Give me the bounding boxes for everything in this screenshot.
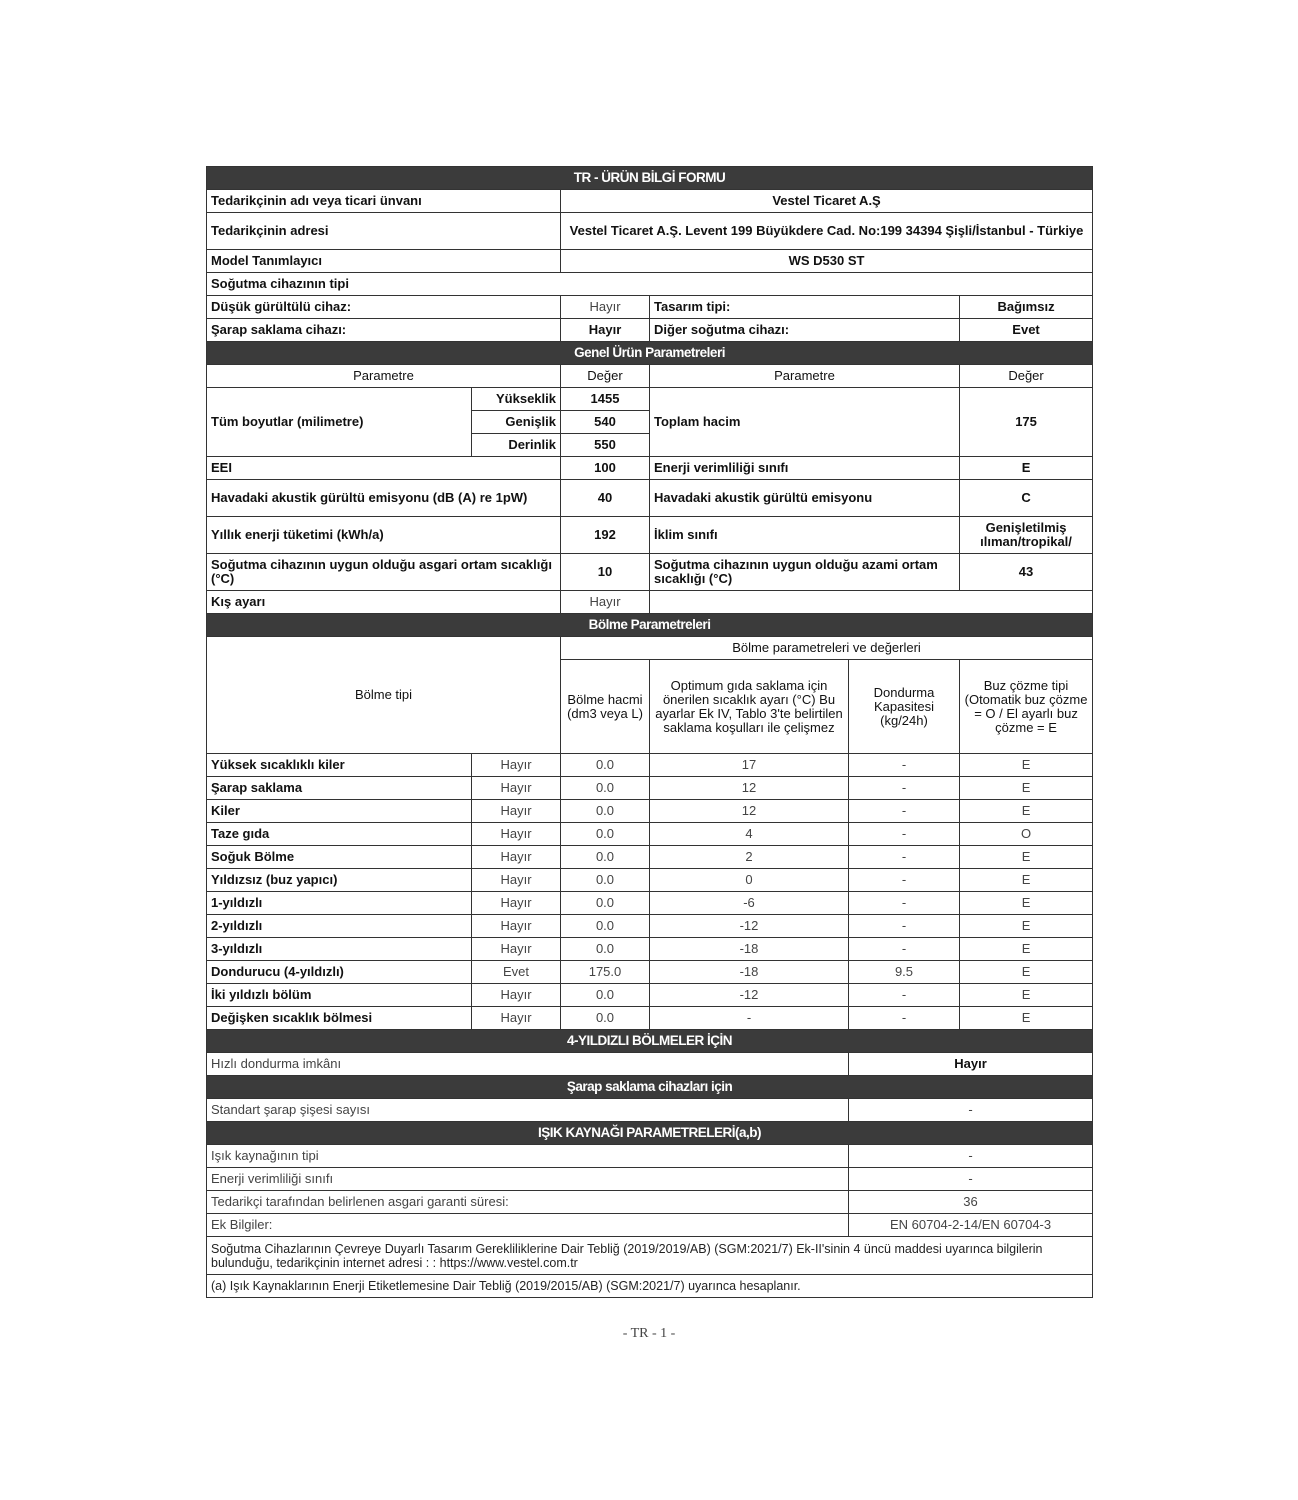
compartment-row (207, 846, 1093, 869)
warranty-row (207, 1191, 1093, 1214)
compartment-freeze-capacity: - (849, 754, 960, 777)
freeze-capacity-header: Dondurma Kapasitesi (kg/24h) (849, 660, 960, 754)
compartment-row (207, 984, 1093, 1007)
energy-class-label: Enerji verimliliği sınıfı (650, 457, 960, 480)
other-device-label: Diğer soğutma cihazı: (650, 319, 960, 342)
wine-device-value: Hayır (561, 319, 650, 342)
compartment-name: 3-yıldızlı (207, 938, 472, 961)
compartment-name: Şarap saklama (207, 777, 472, 800)
noise-label: Havadaki akustik gürültü emisyonu (dB (A) re 1pW) (207, 480, 561, 517)
min-temp-value: 10 (561, 554, 650, 591)
compartment-defrost-type: E (960, 869, 1093, 892)
compartment-defrost-type: E (960, 892, 1093, 915)
compartment-volume: 0.0 (561, 777, 650, 800)
compartment-name: 1-yıldızlı (207, 892, 472, 915)
noise-class-label: Havadaki akustik gürültü emisyonu (650, 480, 960, 517)
noise-row (207, 480, 1093, 517)
compartment-name: Dondurucu (4-yıldızlı) (207, 961, 472, 984)
compartment-volume: 0.0 (561, 1007, 650, 1030)
compartment-volume: 0.0 (561, 823, 650, 846)
compartment-present: Hayır (472, 754, 561, 777)
compartment-defrost-type: E (960, 777, 1093, 800)
compartment-freeze-capacity: - (849, 892, 960, 915)
extra-info-value: EN 60704-2-14/EN 60704-3 (849, 1214, 1093, 1237)
compartment-row (207, 938, 1093, 961)
compartment-present: Hayır (472, 869, 561, 892)
light-type-row (207, 1145, 1093, 1168)
compartment-params-header: Bölme parametreleri ve değerleri (561, 637, 1093, 660)
col-param-right: Parametre (650, 365, 960, 388)
fast-freeze-row (207, 1053, 1093, 1076)
volume-header: Bölme hacmi (dm3 veya L) (561, 660, 650, 754)
compartment-row (207, 869, 1093, 892)
compartments-group-header-row (207, 637, 1093, 660)
eei-label: EEI (207, 457, 561, 480)
compartment-row (207, 777, 1093, 800)
compartment-name: Soğuk Bölme (207, 846, 472, 869)
model-label: Model Tanımlayıcı (207, 250, 561, 273)
light-class-row (207, 1168, 1093, 1191)
compartment-freeze-capacity: - (849, 915, 960, 938)
compartment-present: Hayır (472, 892, 561, 915)
compartment-row (207, 754, 1093, 777)
wine-bottles-label: Standart şarap şişesi sayısı (207, 1099, 849, 1122)
compartment-defrost-type: O (960, 823, 1093, 846)
width-label: Genişlik (472, 411, 561, 434)
compartment-present: Hayır (472, 800, 561, 823)
annual-energy-value: 192 (561, 517, 650, 554)
general-section-title: Genel Ürün Parametreleri (207, 342, 1093, 365)
compartment-row (207, 800, 1093, 823)
device-type-label: Soğutma cihazının tipi (207, 273, 1093, 296)
col-param-left: Parametre (207, 365, 561, 388)
compartment-defrost-type: E (960, 800, 1093, 823)
compartment-present: Hayır (472, 1007, 561, 1030)
compartment-defrost-type: E (960, 984, 1093, 1007)
device-type-row (207, 273, 1093, 296)
compartment-name: Yıldızsız (buz yapıcı) (207, 869, 472, 892)
four-star-section-title: 4-YILDIZLI BÖLMELER İÇİN (207, 1030, 1093, 1053)
compartment-name: Yüksek sıcaklıklı kiler (207, 754, 472, 777)
max-temp-value: 43 (960, 554, 1093, 591)
compartment-temp: -12 (650, 915, 849, 938)
compartment-temp: 12 (650, 800, 849, 823)
winter-value: Hayır (561, 591, 650, 614)
compartment-row (207, 823, 1093, 846)
compartment-type-header: Bölme tipi (207, 637, 561, 754)
fast-freeze-value: Hayır (849, 1053, 1093, 1076)
height-row (207, 388, 1093, 411)
compartment-freeze-capacity: - (849, 777, 960, 800)
height-value: 1455 (561, 388, 650, 411)
general-section-header (207, 342, 1093, 365)
compartment-present: Hayır (472, 823, 561, 846)
noise-value: 40 (561, 480, 650, 517)
other-device-value: Evet (960, 319, 1093, 342)
compartment-defrost-type: E (960, 938, 1093, 961)
supplier-address-row (207, 213, 1093, 250)
temp-header: Optimum gıda saklama için önerilen sıcaklık ayarı (°C) Bu ayarlar Ek IV, Tablo 3'te belirtilen saklama koşulları ile çelişmez (650, 660, 849, 754)
ambient-temp-row (207, 554, 1093, 591)
wine-device-row (207, 319, 1093, 342)
design-type-value: Bağımsız (960, 296, 1093, 319)
winter-row (207, 591, 1093, 614)
general-column-header-row (207, 365, 1093, 388)
compartment-temp: -18 (650, 938, 849, 961)
model-row (207, 250, 1093, 273)
col-value-left: Değer (561, 365, 650, 388)
compartment-freeze-capacity: - (849, 869, 960, 892)
compartment-name: Değişken sıcaklık bölmesi (207, 1007, 472, 1030)
compartment-name: Taze gıda (207, 823, 472, 846)
wine-bottles-row (207, 1099, 1093, 1122)
compartment-temp: 17 (650, 754, 849, 777)
compartment-volume: 0.0 (561, 892, 650, 915)
warranty-label: Tedarikçi tarafından belirlenen asgari garanti süresi: (207, 1191, 849, 1214)
wine-section-title: Şarap saklama cihazları için (207, 1076, 1093, 1099)
compartment-row (207, 1007, 1093, 1030)
compartment-name: İki yıldızlı bölüm (207, 984, 472, 1007)
compartment-defrost-type: E (960, 754, 1093, 777)
compartment-present: Hayır (472, 915, 561, 938)
compartment-freeze-capacity: - (849, 823, 960, 846)
compartment-present: Hayır (472, 777, 561, 800)
low-noise-value: Hayır (561, 296, 650, 319)
total-volume-value: 175 (960, 388, 1093, 457)
compartment-present: Hayır (472, 984, 561, 1007)
compartment-temp: -18 (650, 961, 849, 984)
compartment-present: Hayır (472, 938, 561, 961)
wine-section-header (207, 1076, 1093, 1099)
compartment-volume: 0.0 (561, 846, 650, 869)
depth-value: 550 (561, 434, 650, 457)
compartment-row (207, 915, 1093, 938)
compartment-temp: 4 (650, 823, 849, 846)
warranty-value: 36 (849, 1191, 1093, 1214)
compartment-volume: 0.0 (561, 984, 650, 1007)
min-temp-label: Soğutma cihazının uygun olduğu asgari ortam sıcaklığı (°C) (207, 554, 561, 591)
supplier-name-label: Tedarikçinin adı veya ticari ünvanı (207, 190, 561, 213)
max-temp-label: Soğutma cihazının uygun olduğu azami ortam sıcaklığı (°C) (650, 554, 960, 591)
compartment-volume: 0.0 (561, 754, 650, 777)
height-label: Yükseklik (472, 388, 561, 411)
compartment-defrost-type: E (960, 915, 1093, 938)
compartment-temp: 0 (650, 869, 849, 892)
supplier-address-value: Vestel Ticaret A.Ş. Levent 199 Büyükdere Cad. No:199 34394 Şişli/İstanbul - Türkiye (561, 213, 1093, 250)
width-value: 540 (561, 411, 650, 434)
total-volume-label: Toplam hacim (650, 388, 960, 457)
annual-energy-row (207, 517, 1093, 554)
form-title-row (207, 167, 1093, 190)
compartment-present: Evet (472, 961, 561, 984)
compartment-name: 2-yıldızlı (207, 915, 472, 938)
extra-info-label: Ek Bilgiler: (207, 1214, 849, 1237)
supplier-name-value: Vestel Ticaret A.Ş (561, 190, 1093, 213)
compartment-temp: -12 (650, 984, 849, 1007)
product-info-table (206, 166, 1093, 1298)
compartment-name: Kiler (207, 800, 472, 823)
compartment-volume: 175.0 (561, 961, 650, 984)
light-class-label: Enerji verimliliği sınıfı (207, 1168, 849, 1191)
compartment-temp: -6 (650, 892, 849, 915)
compartment-temp: 12 (650, 777, 849, 800)
defrost-type-header: Buz çözme tipi (Otomatik buz çözme = O / El ayarlı buz çözme = E (960, 660, 1093, 754)
model-value: WS D530 ST (561, 250, 1093, 273)
empty-cell (650, 591, 1093, 614)
compartment-row (207, 892, 1093, 915)
eei-value: 100 (561, 457, 650, 480)
col-value-right: Değer (960, 365, 1093, 388)
page-number: - TR - 1 - (622, 1326, 676, 1341)
compartment-freeze-capacity: - (849, 1007, 960, 1030)
compartment-freeze-capacity: 9.5 (849, 961, 960, 984)
compartment-defrost-type: E (960, 961, 1093, 984)
compartment-temp: 2 (650, 846, 849, 869)
light-class-value: - (849, 1168, 1093, 1191)
four-star-section-header (207, 1030, 1093, 1053)
eei-row (207, 457, 1093, 480)
footer-note-row (207, 1237, 1093, 1275)
light-type-value: - (849, 1145, 1093, 1168)
climate-class-value: Genişletilmiş ılıman/tropikal/ (960, 517, 1093, 554)
product-information-sheet (206, 166, 1092, 1298)
compartment-defrost-type: E (960, 1007, 1093, 1030)
annual-energy-label: Yıllık enerji tüketimi (kWh/a) (207, 517, 561, 554)
dimensions-label: Tüm boyutlar (milimetre) (207, 388, 472, 457)
compartment-volume: 0.0 (561, 800, 650, 823)
light-type-label: Işık kaynağının tipi (207, 1145, 849, 1168)
compartment-freeze-capacity: - (849, 984, 960, 1007)
compartment-freeze-capacity: - (849, 800, 960, 823)
compartment-present: Hayır (472, 846, 561, 869)
fast-freeze-label: Hızlı dondurma imkânı (207, 1053, 849, 1076)
compartment-volume: 0.0 (561, 938, 650, 961)
low-noise-label: Düşük gürültülü cihaz: (207, 296, 561, 319)
supplier-address-label: Tedarikçinin adresi (207, 213, 561, 250)
wine-bottles-value: - (849, 1099, 1093, 1122)
compartment-freeze-capacity: - (849, 938, 960, 961)
climate-class-label: İklim sınıfı (650, 517, 960, 554)
light-section-header (207, 1122, 1093, 1145)
energy-class-value: E (960, 457, 1093, 480)
compartment-volume: 0.0 (561, 869, 650, 892)
extra-info-row (207, 1214, 1093, 1237)
compartment-freeze-capacity: - (849, 846, 960, 869)
depth-label: Derinlik (472, 434, 561, 457)
compartment-row (207, 961, 1093, 984)
low-noise-row (207, 296, 1093, 319)
supplier-name-row (207, 190, 1093, 213)
compartments-section-header (207, 614, 1093, 637)
compartments-section-title: Bölme Parametreleri (207, 614, 1093, 637)
light-section-title: IŞIK KAYNAĞI PARAMETRELERİ(a,b) (207, 1122, 1093, 1145)
design-type-label: Tasarım tipi: (650, 296, 960, 319)
compartment-temp: - (650, 1007, 849, 1030)
footer-note-2: (a) Işık Kaynaklarının Enerji Etiketlemesine Dair Tebliğ (2019/2015/AB) (SGM:2021/7) uyarınca hesaplanır. (207, 1275, 1093, 1298)
footer-note-1: Soğutma Cihazlarının Çevreye Duyarlı Tasarım Gerekliliklerine Dair Tebliğ (2019/2019/AB) (SGM:2021/7) Ek-II'sinin 4 üncü maddesi uyarınca bilgilerin bulunduğu, tedarikçinin internet adresi : : https://www.vestel.com.tr (207, 1237, 1093, 1275)
compartment-defrost-type: E (960, 846, 1093, 869)
compartment-volume: 0.0 (561, 915, 650, 938)
form-title: TR - ÜRÜN BİLGİ FORMU (207, 167, 1093, 190)
wine-device-label: Şarap saklama cihazı: (207, 319, 561, 342)
winter-label: Kış ayarı (207, 591, 561, 614)
noise-class-value: C (960, 480, 1093, 517)
footer-note-row-2 (207, 1275, 1093, 1298)
